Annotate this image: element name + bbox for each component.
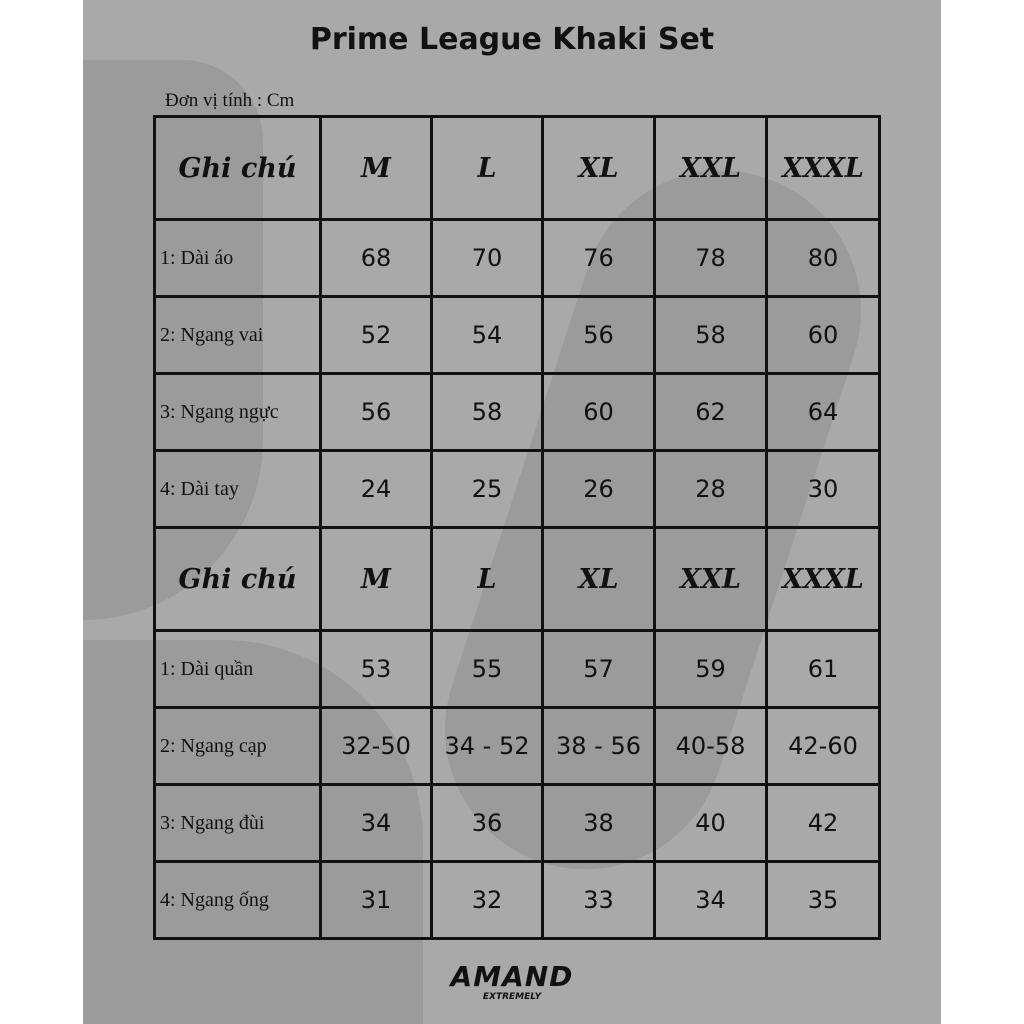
cell: 76 <box>543 220 655 297</box>
cell: 24 <box>321 451 432 528</box>
row-label: 1: Dài quần <box>155 631 321 708</box>
cell: 78 <box>655 220 767 297</box>
header-cell: XL <box>543 528 655 631</box>
cell: 26 <box>543 451 655 528</box>
header-cell: XXXL <box>767 117 880 220</box>
table-row <box>155 708 880 785</box>
cell: 33 <box>543 862 655 939</box>
cell: 38 <box>543 785 655 862</box>
cell: 56 <box>321 374 432 451</box>
cell: 28 <box>655 451 767 528</box>
cell: 32-50 <box>321 708 432 785</box>
cell: 57 <box>543 631 655 708</box>
table-row <box>155 297 880 374</box>
cell: 32 <box>432 862 543 939</box>
cell: 42 <box>767 785 880 862</box>
cell: 80 <box>767 220 880 297</box>
cell: 40-58 <box>655 708 767 785</box>
header-cell: M <box>321 528 432 631</box>
table-header-row <box>155 117 880 220</box>
table-header-row <box>155 528 880 631</box>
bottom-size-table <box>153 526 881 940</box>
row-label: 3: Ngang ngực <box>155 374 321 451</box>
cell: 55 <box>432 631 543 708</box>
cell: 60 <box>767 297 880 374</box>
cell: 68 <box>321 220 432 297</box>
cell: 34 - 52 <box>432 708 543 785</box>
cell: 34 <box>655 862 767 939</box>
cell: 52 <box>321 297 432 374</box>
cell: 62 <box>655 374 767 451</box>
cell: 35 <box>767 862 880 939</box>
cell: 53 <box>321 631 432 708</box>
header-cell: XXXL <box>767 528 880 631</box>
row-label: 4: Ngang ống <box>155 862 321 939</box>
table-row <box>155 451 880 528</box>
cell: 56 <box>543 297 655 374</box>
cell: 40 <box>655 785 767 862</box>
cell: 58 <box>432 374 543 451</box>
cell: 58 <box>655 297 767 374</box>
row-label: 1: Dài áo <box>155 220 321 297</box>
cell: 59 <box>655 631 767 708</box>
cell: 36 <box>432 785 543 862</box>
header-cell: XXL <box>655 117 767 220</box>
cell: 30 <box>767 451 880 528</box>
brand-name: AMAND <box>450 960 574 993</box>
header-cell: XXL <box>655 528 767 631</box>
cell: 38 - 56 <box>543 708 655 785</box>
cell: 64 <box>767 374 880 451</box>
top-size-table <box>153 115 881 529</box>
table-row <box>155 631 880 708</box>
brand-tagline: EXTREMELY <box>482 992 542 1002</box>
cell: 70 <box>432 220 543 297</box>
cell: 42-60 <box>767 708 880 785</box>
size-chart-canvas <box>83 0 941 1024</box>
row-label: 2: Ngang vai <box>155 297 321 374</box>
row-label: 3: Ngang đùi <box>155 785 321 862</box>
unit-label: Đơn vị tính : Cm <box>165 90 295 111</box>
cell: 60 <box>543 374 655 451</box>
header-cell: Ghi chú <box>155 528 321 631</box>
cell: 54 <box>432 297 543 374</box>
table-row <box>155 785 880 862</box>
table-row <box>155 862 880 939</box>
cell: 25 <box>432 451 543 528</box>
brand-logo <box>83 962 941 1002</box>
header-cell: M <box>321 117 432 220</box>
header-cell: Ghi chú <box>155 117 321 220</box>
row-label: 4: Dài tay <box>155 451 321 528</box>
table-row <box>155 374 880 451</box>
cell: 31 <box>321 862 432 939</box>
row-label: 2: Ngang cạp <box>155 708 321 785</box>
table-row <box>155 220 880 297</box>
cell: 34 <box>321 785 432 862</box>
header-cell: L <box>432 117 543 220</box>
cell: 61 <box>767 631 880 708</box>
page-title: Prime League Khaki Set <box>309 22 715 57</box>
header-cell: XL <box>543 117 655 220</box>
header-cell: L <box>432 528 543 631</box>
